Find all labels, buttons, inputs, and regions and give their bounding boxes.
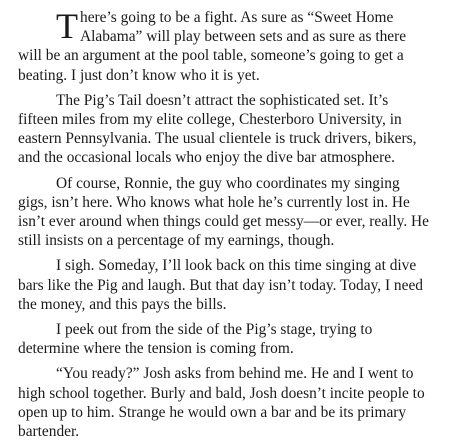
drop-cap: T (56, 6, 78, 46)
paragraph: I peek out from the side of the Pig’s stage, trying to determine where the tension is coming from. (18, 321, 373, 358)
opening-paragraph (18, 8, 432, 85)
opening-paragraph-text: here’s going to be a fight. As sure as “Sweet Home Alabama” will play between sets and as sure as there will be an argument at the pool table, someone’s going to get a beating. I just don’t know who it is yet. (18, 9, 407, 84)
paragraph: Of course, Ronnie, the guy who coordinates my singing gigs, isn’t here. Who knows what hole he’s currently lost in. He isn’t ever around when things could get messy—or ever, really. He still insists on a percentage of my earnings, though. (18, 174, 429, 250)
paragraph: The Pig’s Tail doesn’t attract the sophisticated set. It’s fifteen miles from my elite college, Chesterboro University, in eastern Pennsylvania. The usual clientele is truck drivers, bikers, and the occasional locals who enjoy the dive bar atmosphere. (18, 91, 417, 167)
paragraph: “You ready?” Josh asks from behind me. He and I went to high school together. Burly and bald, Josh doesn’t incite people to open up to him. Strange he would own a bar and be its primary bartender. (18, 365, 425, 441)
book-page (18, 8, 432, 447)
paragraph: I sigh. Someday, I’ll look back on this time singing at dive bars like the Pig and laugh. But that day isn’t today. Today, I need the money, and this pays the bills. (18, 257, 423, 313)
